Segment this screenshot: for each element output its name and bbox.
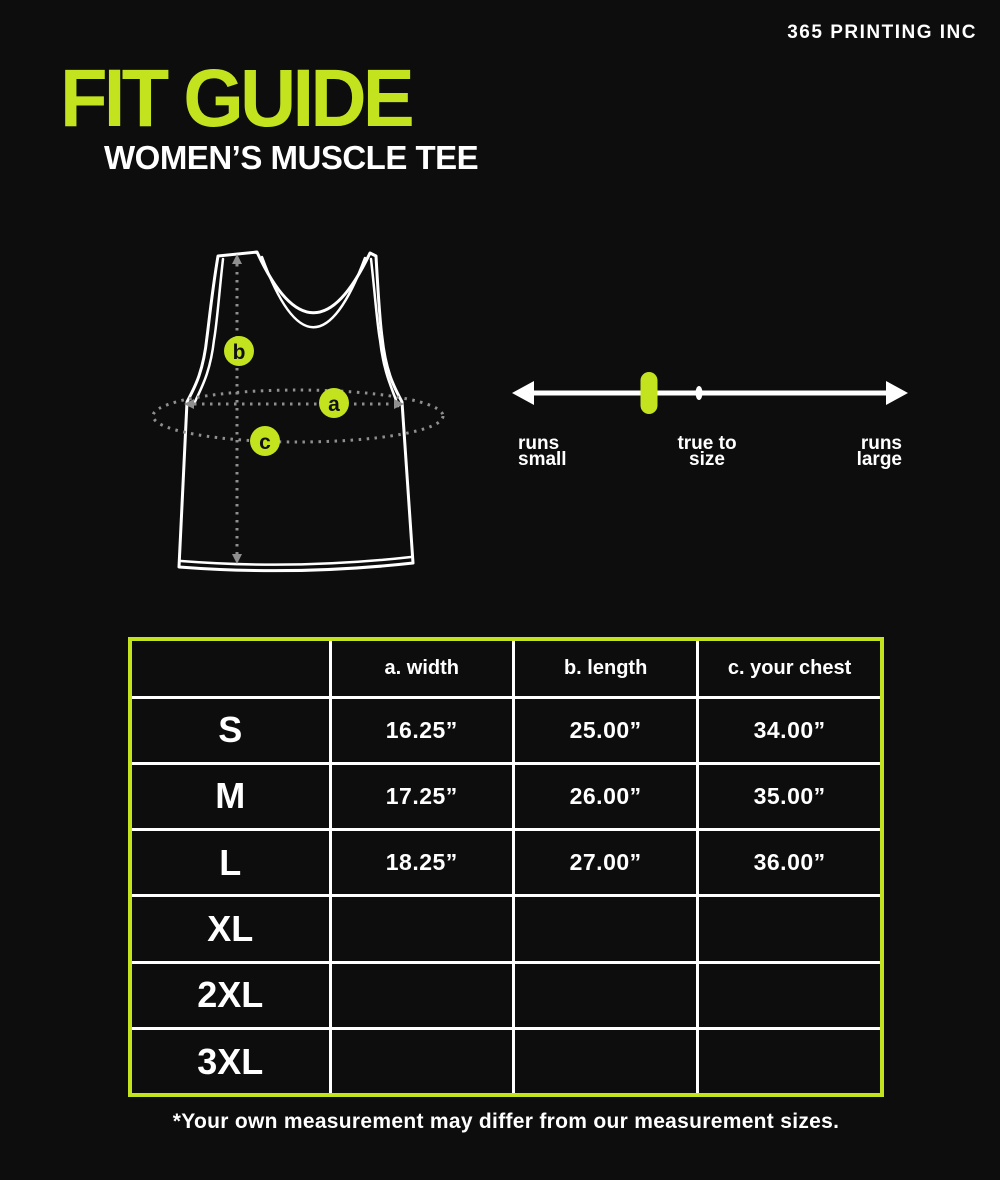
marker-a-label: a — [328, 393, 340, 416]
header-size-blank — [130, 639, 330, 697]
length-value-m: 26.00” — [514, 763, 698, 829]
table-row-2xl — [130, 962, 882, 1028]
table-row-m — [130, 763, 882, 829]
width-value-2xl — [330, 962, 513, 1028]
width-value-l: 18.25” — [330, 830, 513, 896]
size-label-l: L — [130, 830, 330, 896]
chest-value-l: 36.00” — [698, 830, 882, 896]
length-arrow-down-icon — [232, 554, 242, 564]
table-row-l — [130, 830, 882, 896]
width-value-s: 16.25” — [330, 697, 513, 763]
marker-b — [224, 336, 254, 366]
width-value-3xl — [330, 1029, 513, 1095]
chest-value-xl — [698, 896, 882, 962]
brand-name: 365 PRINTING INC — [787, 22, 977, 43]
size-label-xl: XL — [130, 896, 330, 962]
chest-value-m: 35.00” — [698, 763, 882, 829]
disclaimer-note: *Your own measurement may differ from our measurement sizes. — [172, 1110, 840, 1133]
header-chest: c. your chest — [698, 639, 882, 697]
marker-c — [250, 426, 280, 456]
fit-scale-axis — [500, 360, 920, 428]
muscle-tee-diagram — [150, 230, 470, 590]
marker-a — [319, 388, 349, 418]
fit-indicator-marker — [641, 372, 658, 414]
header-length: b. length — [514, 639, 698, 697]
size-label-2xl: 2XL — [130, 962, 330, 1028]
page-subtitle: WOMEN’S MUSCLE TEE — [104, 139, 479, 176]
page-title: FIT GUIDE — [60, 53, 411, 144]
scale-label-true-to-size: true to size — [677, 433, 737, 470]
hem-trim-line — [181, 557, 411, 565]
header-width: a. width — [330, 639, 513, 697]
fit-scale — [500, 360, 920, 480]
tank-top-outline — [179, 252, 413, 571]
chest-value-3xl — [698, 1029, 882, 1095]
scale-label-runs-small: runs small — [518, 433, 567, 470]
length-value-xl — [514, 896, 698, 962]
chest-value-s: 34.00” — [698, 697, 882, 763]
collar-trim-line — [262, 257, 365, 327]
size-table-header-row — [130, 639, 882, 697]
length-value-3xl — [514, 1029, 698, 1095]
table-row-3xl — [130, 1029, 882, 1095]
size-label-s: S — [130, 697, 330, 763]
scale-label-runs-large: runs large — [856, 433, 902, 470]
center-tick-dot — [696, 386, 703, 400]
scale-arrow-left-icon — [512, 381, 534, 405]
length-value-s: 25.00” — [514, 697, 698, 763]
width-value-m: 17.25” — [330, 763, 513, 829]
table-row-xl — [130, 896, 882, 962]
marker-b-label: b — [232, 341, 246, 364]
chest-value-2xl — [698, 962, 882, 1028]
size-table — [128, 637, 884, 1097]
marker-c-label: c — [259, 431, 271, 454]
length-value-l: 27.00” — [514, 830, 698, 896]
size-label-3xl: 3XL — [130, 1029, 330, 1095]
size-label-m: M — [130, 763, 330, 829]
scale-arrow-right-icon — [886, 381, 908, 405]
length-value-2xl — [514, 962, 698, 1028]
width-value-xl — [330, 896, 513, 962]
table-row-s — [130, 697, 882, 763]
